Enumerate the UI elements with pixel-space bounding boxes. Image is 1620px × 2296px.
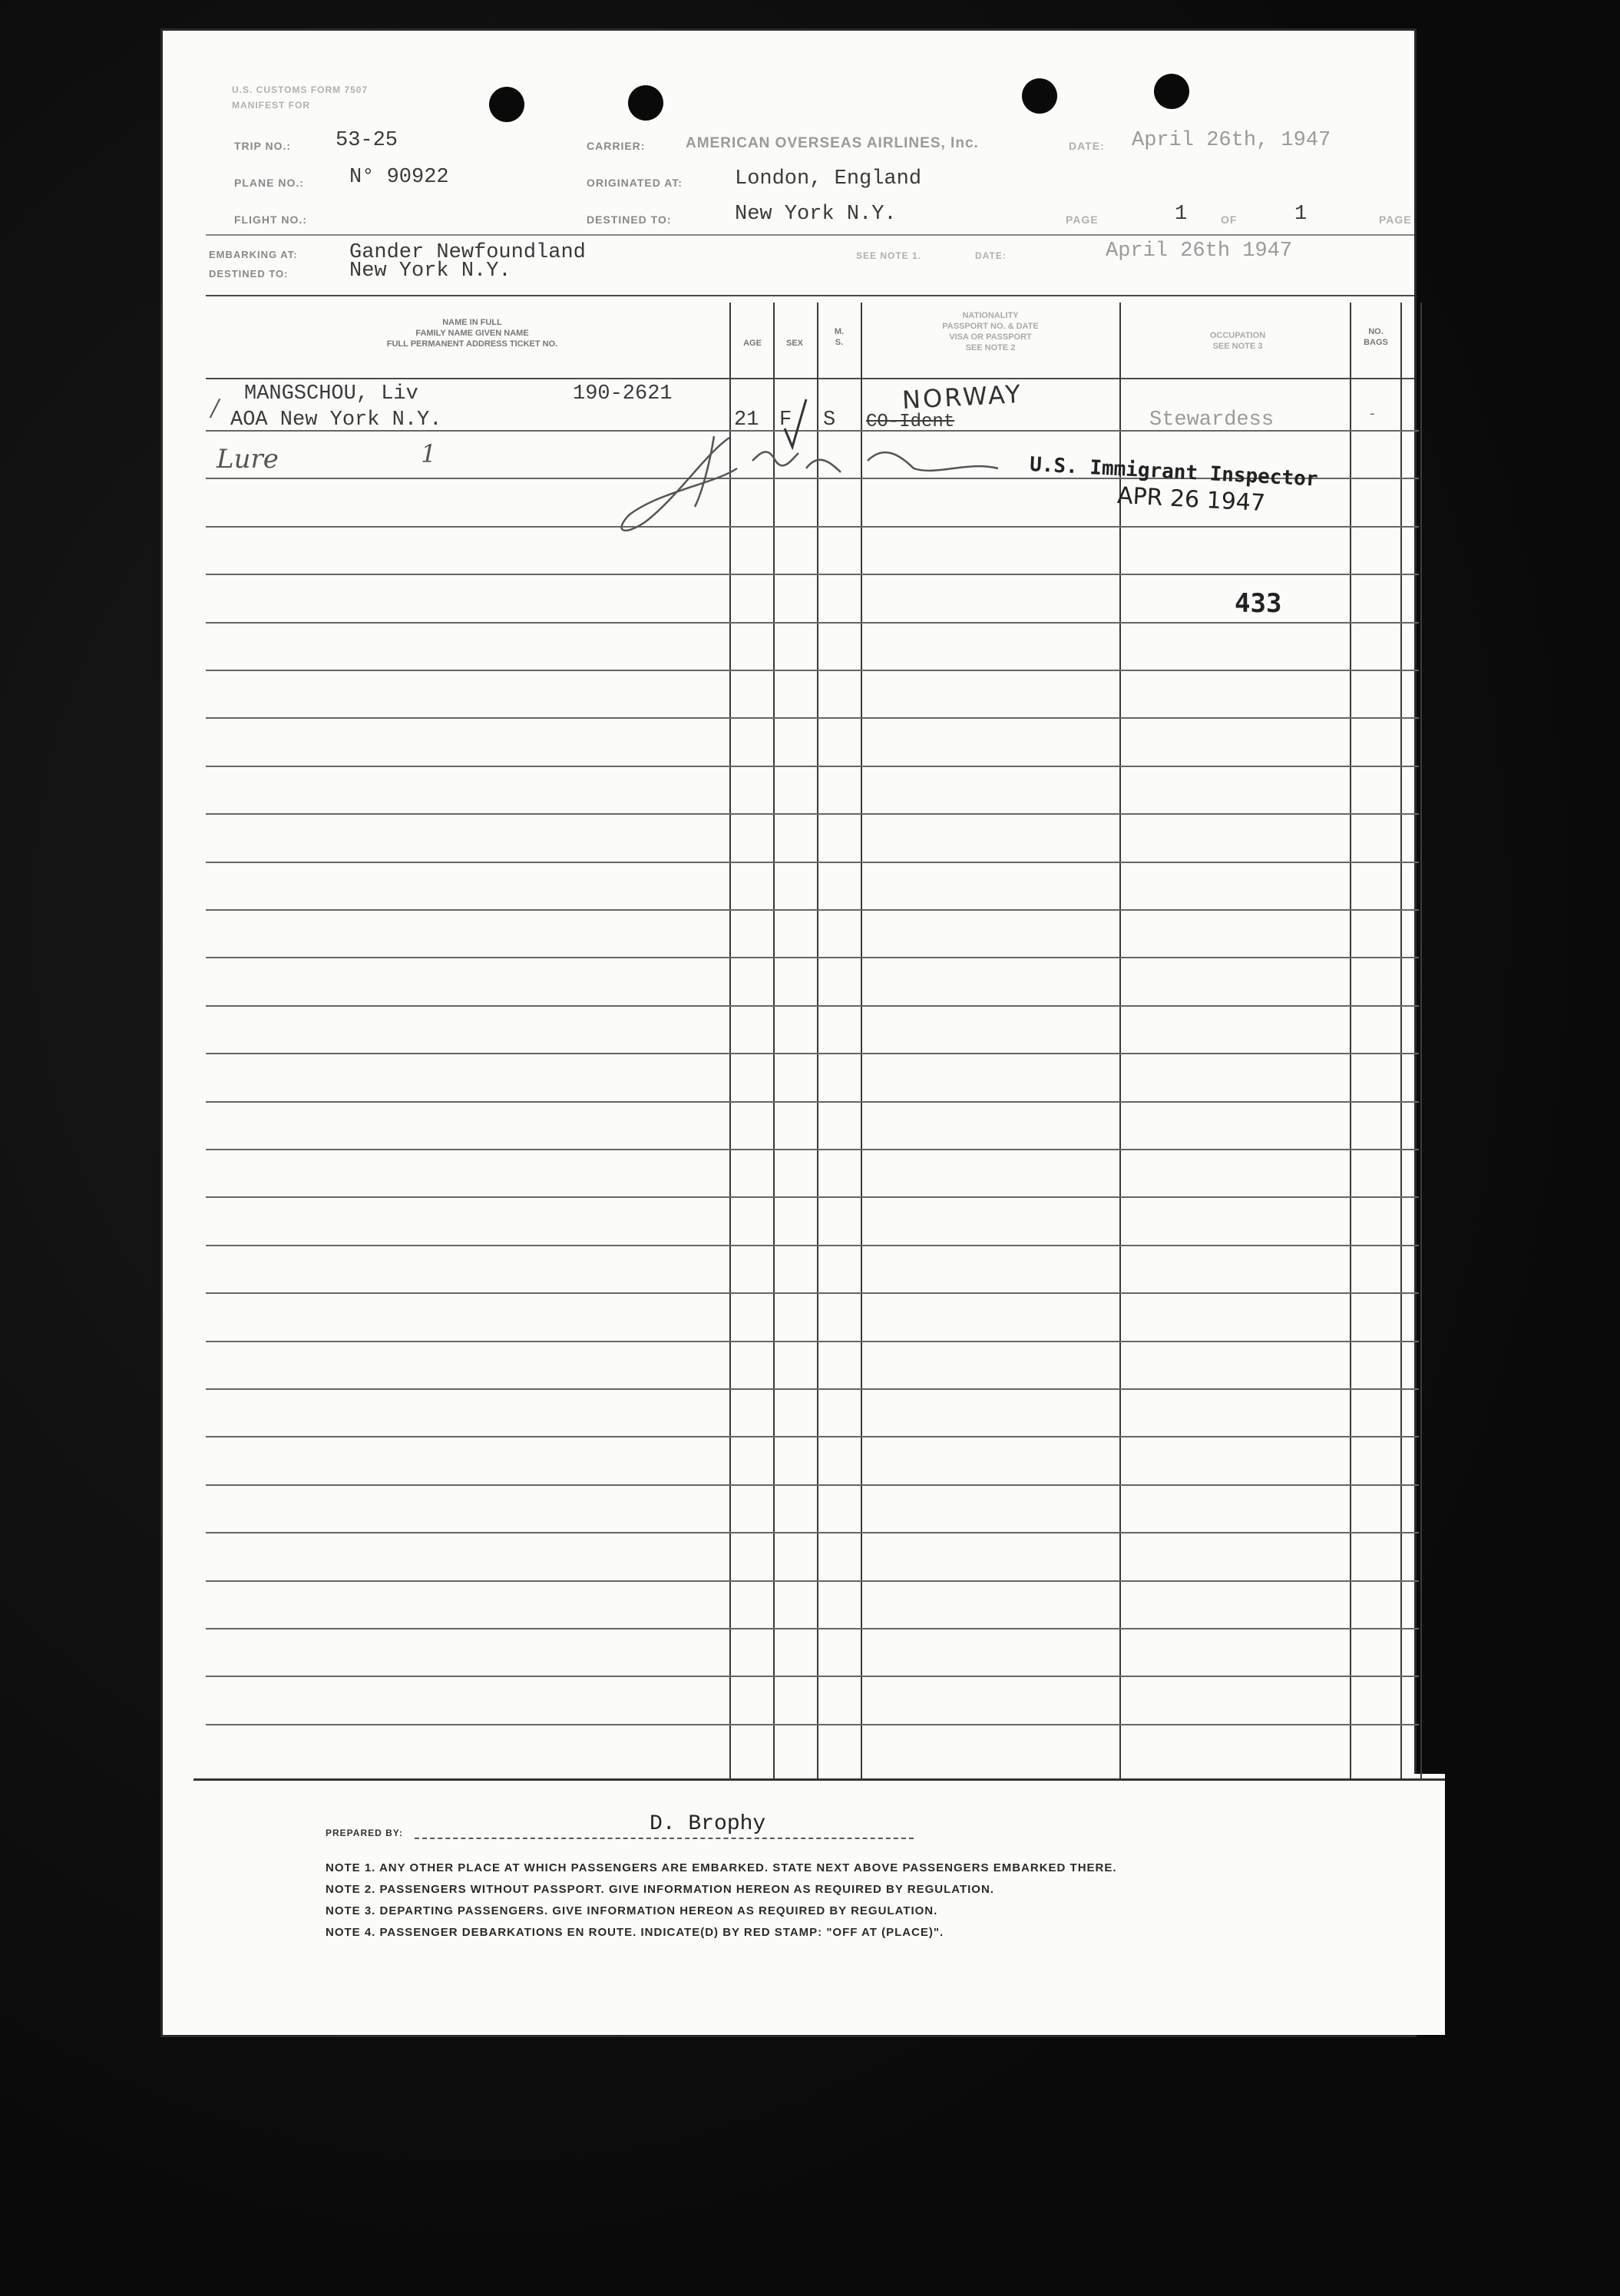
passenger-ticket: 190-2621	[573, 382, 673, 405]
page-label: PAGE	[1066, 213, 1099, 226]
prepared-by-line	[415, 1838, 914, 1839]
destined-label: DESTINED TO:	[587, 213, 672, 226]
age-column-header: AGE	[743, 339, 762, 348]
inspector-stamp: U.S. Immigrant Inspector	[1029, 453, 1319, 491]
plane-no-label: PLANE NO.:	[234, 177, 304, 189]
originated-value: London, England	[735, 167, 922, 190]
name-header-line-2: FAMILY NAME GIVEN NAME	[415, 329, 529, 338]
see-note-label: SEE NOTE 1.	[856, 250, 922, 261]
handwritten-count: 1	[421, 439, 437, 468]
bags-mark: -	[1368, 407, 1377, 422]
marital-header-line-2: S.	[835, 338, 844, 347]
trip-no-label: TRIP NO.:	[234, 140, 292, 152]
page-number: 1	[1175, 203, 1188, 226]
page-label-right: PAGE	[1379, 213, 1412, 226]
name-header-line-3: FULL PERMANENT ADDRESS TICKET NO.	[386, 339, 558, 349]
bags-header-line-2: BAGS	[1364, 338, 1388, 347]
note-4: NOTE 4. PASSENGER DEBARKATIONS EN ROUTE. INDICATE(D) BY RED STAMP: "OFF AT (PLACE)".	[326, 1926, 944, 1939]
embark-date-value: April 26th 1947	[1106, 240, 1293, 263]
passenger-name: MANGSCHOU, Liv	[244, 382, 418, 405]
originated-label: ORIGINATED AT:	[587, 177, 683, 189]
nationality-header-line-1: NATIONALITY	[962, 311, 1019, 320]
date-label: DATE:	[1069, 140, 1105, 152]
handwritten-tick: /	[211, 395, 220, 422]
stamp-number: 433	[1235, 588, 1282, 619]
passenger-passport: CO-Ident	[866, 412, 955, 432]
note-3: NOTE 3. DEPARTING PASSENGERS. GIVE INFORMATION HEREON AS REQUIRED BY REGULATION.	[326, 1904, 938, 1917]
passenger-nationality-handwritten: NORWAY	[901, 379, 1023, 415]
page-total: 1	[1294, 203, 1308, 226]
destined-value: New York N.Y.	[735, 203, 897, 226]
note-2: NOTE 2. PASSENGERS WITHOUT PASSPORT. GIVE INFORMATION HEREON AS REQUIRED BY REGULATION.	[326, 1883, 994, 1896]
bags-header-line-1: NO.	[1368, 327, 1384, 336]
marital-header-line-1: M.	[834, 327, 845, 336]
passenger-marital: S	[823, 409, 836, 432]
prepared-by-name: D. Brophy	[650, 1812, 766, 1836]
embarking-value: Gander Newfoundland	[349, 241, 586, 264]
name-header-line-1: NAME IN FULL	[442, 318, 502, 327]
carrier-value: AMERICAN OVERSEAS AIRLINES, Inc.	[686, 135, 979, 151]
embarking-label: EMBARKING AT:	[209, 249, 298, 260]
nationality-header-line-4: SEE NOTE 2	[965, 343, 1016, 352]
occupation-header-line-2: SEE NOTE 3	[1212, 342, 1263, 351]
form-title-line-1: U.S. CUSTOMS FORM 7507	[232, 84, 369, 95]
prepared-by-label: PREPARED BY:	[326, 1828, 403, 1838]
form-title-line-2: MANIFEST FOR	[232, 100, 310, 111]
stamp-date: APR 26 1947	[1116, 482, 1266, 518]
sex-column-header: SEX	[785, 339, 803, 348]
nationality-header-line-3: VISA OR PASSPORT	[949, 332, 1032, 342]
embark-destined-label: DESTINED TO:	[209, 268, 289, 280]
note-1: NOTE 1. ANY OTHER PLACE AT WHICH PASSENGERS ARE EMBARKED. STATE NEXT ABOVE PASSENGERS EMBARKED THERE.	[326, 1861, 1117, 1874]
of-label: OF	[1221, 213, 1238, 226]
flight-no-label: FLIGHT NO.:	[234, 213, 307, 226]
carrier-label: CARRIER:	[587, 140, 646, 152]
occupation-header-line-1: OCCUPATION	[1209, 331, 1266, 340]
passenger-occupation: Stewardess	[1149, 409, 1275, 432]
date-value: April 26th, 1947	[1132, 129, 1331, 152]
passenger-sex: F	[779, 409, 792, 432]
nationality-header-line-2: PASSPORT NO. & DATE	[942, 322, 1039, 331]
trip-no-value: 53-25	[336, 129, 398, 152]
embark-destined-value: New York N.Y.	[349, 260, 511, 283]
passenger-address: AOA New York N.Y.	[230, 409, 442, 432]
embark-date-label: DATE:	[975, 250, 1007, 261]
handwritten-note: Lure	[217, 444, 279, 475]
passenger-age: 21	[734, 409, 759, 432]
plane-no-value: N° 90922	[349, 166, 449, 189]
